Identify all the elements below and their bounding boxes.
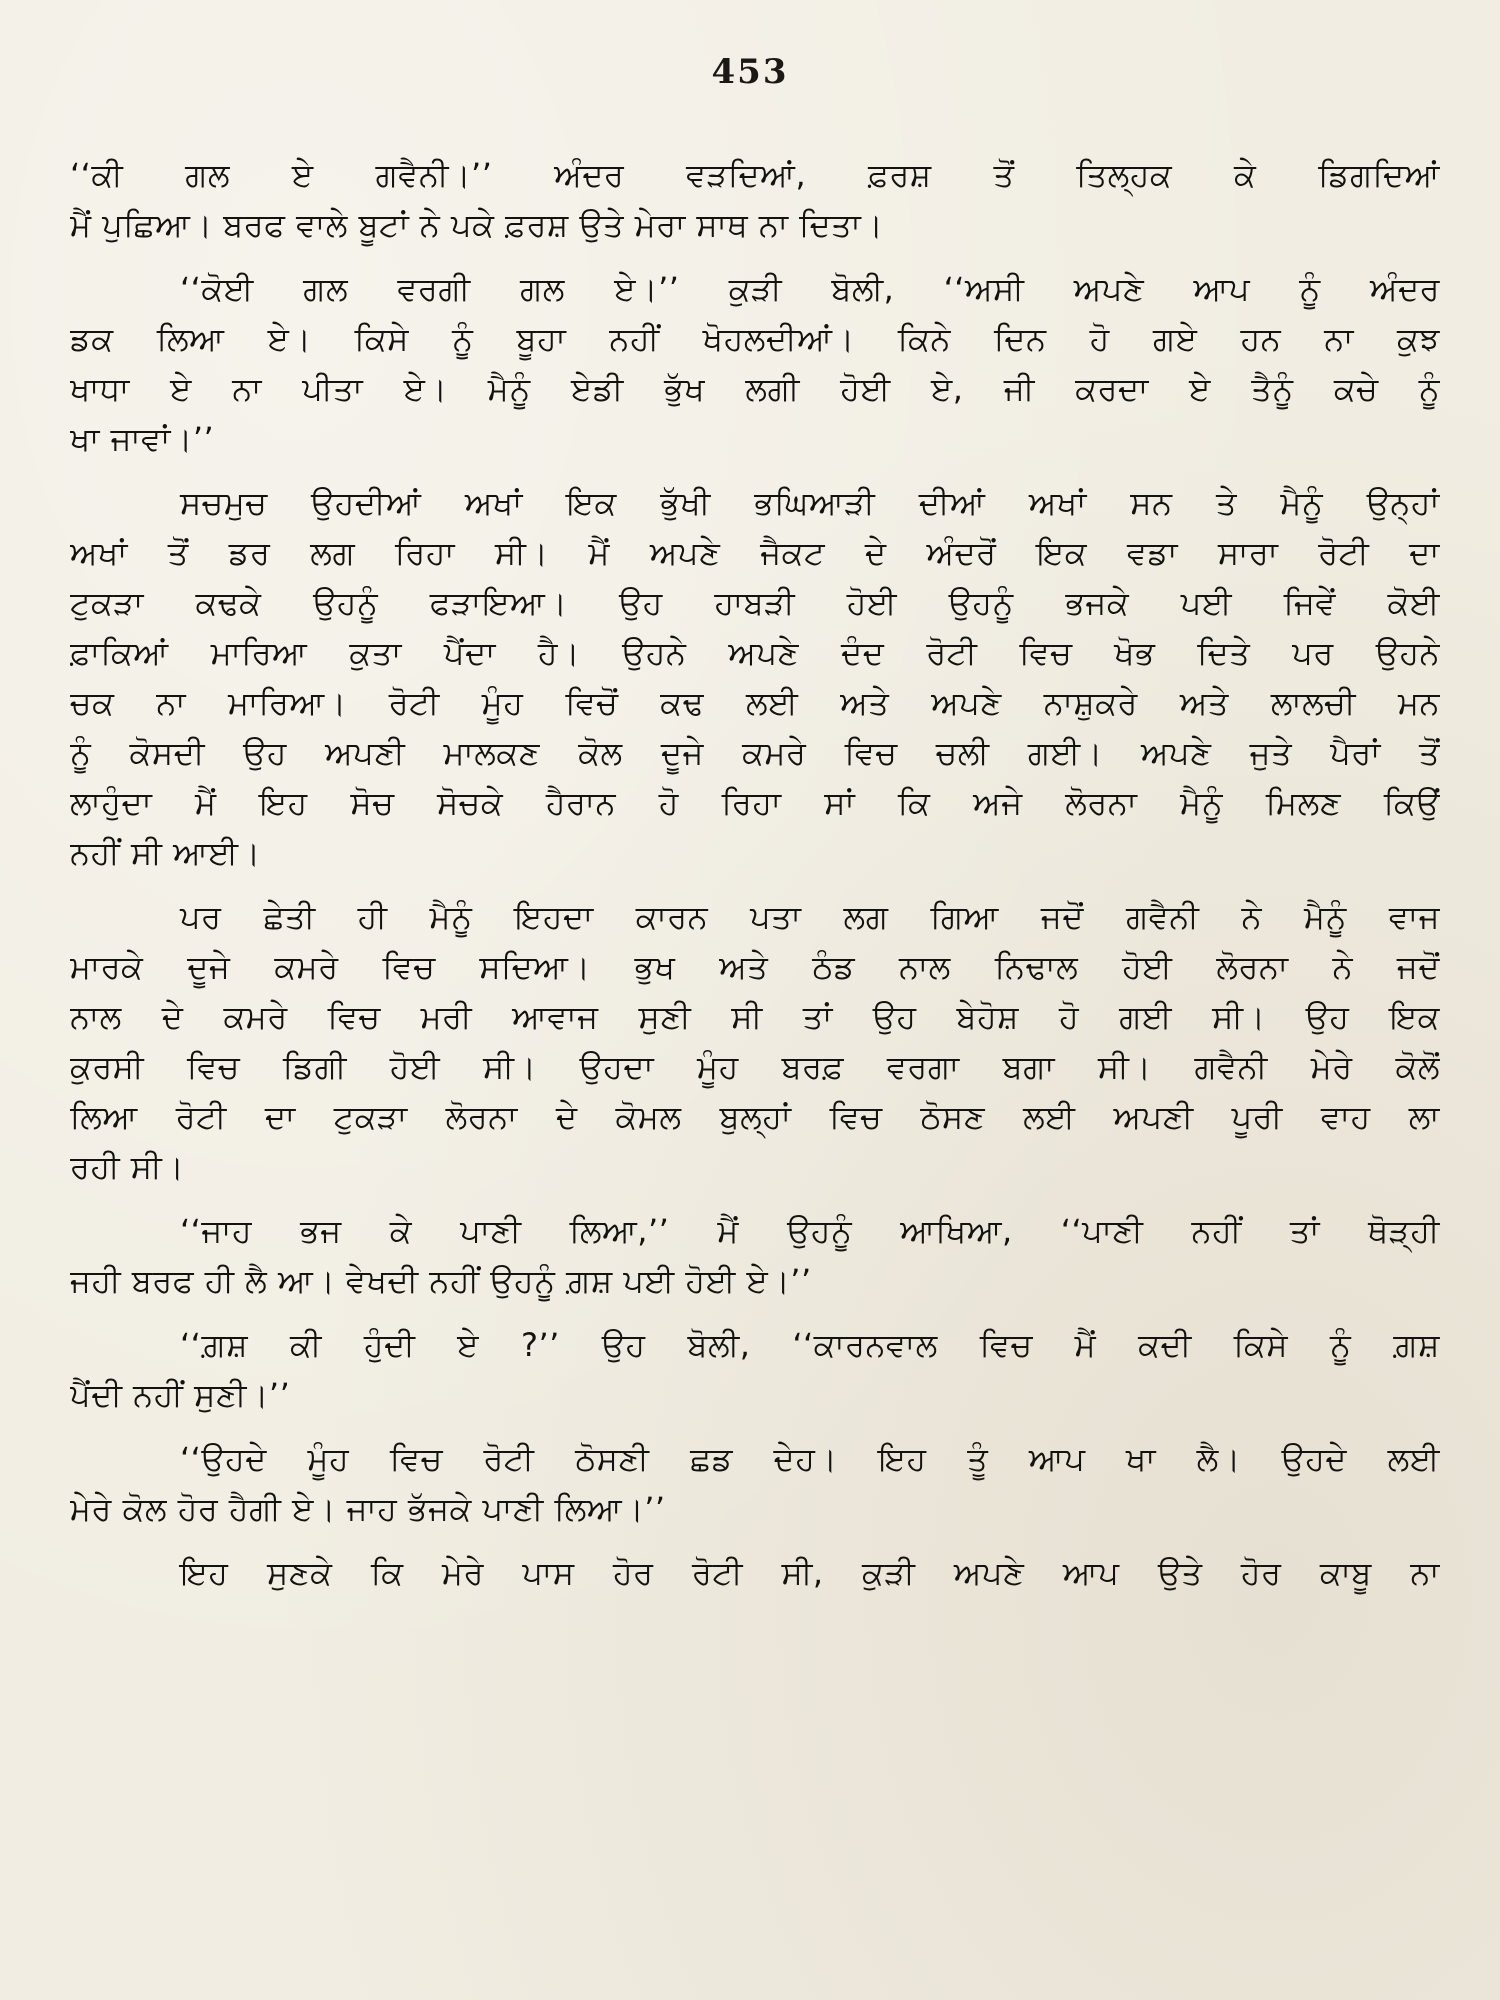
text-body xyxy=(70,150,1440,1612)
text-line: ਖਾ ਜਾਵਾਂ।’’ xyxy=(70,420,215,458)
text-line: ਰਹੀ ਸੀ। xyxy=(70,1148,185,1186)
text-line: ਲਾਹੁੰਦਾ ਮੈਂ ਇਹ ਸੋਚ ਸੋਚਕੇ ਹੈਰਾਨ ਹੋ ਰਿਹਾ ਸਾਂ ਕਿ ਅਜੇ ਲੋਰਨਾ ਮੈਨੂੰ ਮਿਲਣ ਕਿਉਂ xyxy=(70,784,1440,822)
paragraph xyxy=(70,478,1440,878)
text-line: ਨੂੰ ਕੋਸਦੀ ਉਹ ਅਪਣੀ ਮਾਲਕਣ ਕੋਲ ਦੂਜੇ ਕਮਰੇ ਵਿਚ ਚਲੀ ਗਈ। ਅਪਣੇ ਜੁਤੇ ਪੈਰਾਂ ਤੋਂ xyxy=(70,734,1440,772)
paragraph xyxy=(70,1206,1440,1306)
text-line: ਅਖਾਂ ਤੋਂ ਡਰ ਲਗ ਰਿਹਾ ਸੀ। ਮੈਂ ਅਪਣੇ ਜੈਕਟ ਦੇ ਅੰਦਰੋਂ ਇਕ ਵਡਾ ਸਾਰਾ ਰੋਟੀ ਦਾ xyxy=(70,534,1440,572)
text-line: ਟੁਕੜਾ ਕਢਕੇ ਉਹਨੂੰ ਫੜਾਇਆ। ਉਹ ਹਾਬੜੀ ਹੋਈ ਉਹਨੂੰ ਭਜਕੇ ਪਈ ਜਿਵੇਂ ਕੋਈ xyxy=(70,584,1440,622)
text-line: ਮੇਰੇ ਕੋਲ ਹੋਰ ਹੈਗੀ ਏ। ਜਾਹ ਭੱਜਕੇ ਪਾਣੀ ਲਿਆ।’’ xyxy=(70,1490,666,1528)
text-line: ਸਚਮੁਚ ਉਹਦੀਆਂ ਅਖਾਂ ਇਕ ਭੁੱਖੀ ਭਘਿਆੜੀ ਦੀਆਂ ਅਖਾਂ ਸਨ ਤੇ ਮੈਨੂੰ ਉਨ੍ਹਾਂ xyxy=(180,484,1440,522)
paragraph xyxy=(70,150,1440,250)
paragraph xyxy=(70,892,1440,1192)
page-number: 453 xyxy=(711,52,789,92)
text-line: ਜਹੀ ਬਰਫ ਹੀ ਲੈ ਆ। ਵੇਖਦੀ ਨਹੀਂ ਉਹਨੂੰ ਗ਼ਸ਼ ਪਈ ਹੋਈ ਏ।’’ xyxy=(70,1262,812,1300)
text-line: ਚਕ ਨਾ ਮਾਰਿਆ। ਰੋਟੀ ਮੂੰਹ ਵਿਚੋਂ ਕਢ ਲਈ ਅਤੇ ਅਪਣੇ ਨਾਸ਼ੁਕਰੇ ਅਤੇ ਲਾਲਚੀ ਮਨ xyxy=(70,684,1440,722)
text-line: ਮੈਂ ਪੁਛਿਆ। ਬਰਫ ਵਾਲੇ ਬੂਟਾਂ ਨੇ ਪਕੇ ਫ਼ਰਸ਼ ਉਤੇ ਮੇਰਾ ਸਾਥ ਨਾ ਦਿਤਾ। xyxy=(70,206,884,244)
text-line: ਮਾਰਕੇ ਦੂਜੇ ਕਮਰੇ ਵਿਚ ਸਦਿਆ। ਭੁਖ ਅਤੇ ਠੰਡ ਨਾਲ ਨਿਢਾਲ ਹੋਈ ਲੋਰਨਾ ਨੇ ਜਦੋਂ xyxy=(70,948,1440,986)
text-line: ਡਕ ਲਿਆ ਏ। ਕਿਸੇ ਨੂੰ ਬੂਹਾ ਨਹੀਂ ਖੋਹਲਦੀਆਂ। ਕਿਨੇ ਦਿਨ ਹੋ ਗਏ ਹਨ ਨਾ ਕੁਝ xyxy=(70,320,1440,358)
text-line: ‘‘ਜਾਹ ਭਜ ਕੇ ਪਾਣੀ ਲਿਆ,’’ ਮੈਂ ਉਹਨੂੰ ਆਖਿਆ, ‘‘ਪਾਣੀ ਨਹੀਂ ਤਾਂ ਥੋੜ੍ਹੀ xyxy=(180,1212,1440,1250)
text-line: ‘‘ਗ਼ਸ਼ ਕੀ ਹੁੰਦੀ ਏ ?’’ ਉਹ ਬੋਲੀ, ‘‘ਕਾਰਨਵਾਲ ਵਿਚ ਮੈਂ ਕਦੀ ਕਿਸੇ ਨੂੰ ਗ਼ਸ਼ xyxy=(180,1326,1440,1364)
text-line: ਪੈਂਦੀ ਨਹੀਂ ਸੁਣੀ।’’ xyxy=(70,1376,291,1414)
text-line: ਲਿਆ ਰੋਟੀ ਦਾ ਟੁਕੜਾ ਲੋਰਨਾ ਦੇ ਕੋਮਲ ਬੁਲ੍ਹਾਂ ਵਿਚ ਠੋਸਣ ਲਈ ਅਪਣੀ ਪੂਰੀ ਵਾਹ ਲਾ xyxy=(70,1098,1440,1136)
paragraph xyxy=(70,1320,1440,1420)
text-line: ਇਹ ਸੁਣਕੇ ਕਿ ਮੇਰੇ ਪਾਸ ਹੋਰ ਰੋਟੀ ਸੀ, ਕੁੜੀ ਅਪਣੇ ਆਪ ਉਤੇ ਹੋਰ ਕਾਬੂ ਨਾ xyxy=(180,1554,1440,1592)
text-line: ਨਹੀਂ ਸੀ ਆਈ। xyxy=(70,834,261,872)
text-line: ਕੁਰਸੀ ਵਿਚ ਡਿਗੀ ਹੋਈ ਸੀ। ਉਹਦਾ ਮੂੰਹ ਬਰਫ਼ ਵਰਗਾ ਬਗਾ ਸੀ। ਗਵੈਨੀ ਮੇਰੇ ਕੋਲੋਂ xyxy=(70,1048,1440,1086)
text-line: ਨਾਲ ਦੇ ਕਮਰੇ ਵਿਚ ਮਰੀ ਆਵਾਜ ਸੁਣੀ ਸੀ ਤਾਂ ਉਹ ਬੇਹੋਸ਼ ਹੋ ਗਈ ਸੀ। ਉਹ ਇਕ xyxy=(70,998,1440,1036)
paragraph xyxy=(70,264,1440,464)
text-line: ‘‘ਕੋਈ ਗਲ ਵਰਗੀ ਗਲ ਏ।’’ ਕੁੜੀ ਬੋਲੀ, ‘‘ਅਸੀ ਅਪਣੇ ਆਪ ਨੂੰ ਅੰਦਰ xyxy=(180,270,1440,308)
paragraph xyxy=(70,1434,1440,1534)
text-line: ‘‘ਕੀ ਗਲ ਏ ਗਵੈਨੀ।’’ ਅੰਦਰ ਵੜਦਿਆਂ, ਫ਼ਰਸ਼ ਤੋਂ ਤਿਲ੍ਹਕ ਕੇ ਡਿਗਦਿਆਂ xyxy=(70,156,1440,194)
text-line: ਫ਼ਾਕਿਆਂ ਮਾਰਿਆ ਕੁਤਾ ਪੈਂਦਾ ਹੈ। ਉਹਨੇ ਅਪਣੇ ਦੰਦ ਰੋਟੀ ਵਿਚ ਖੋਭ ਦਿਤੇ ਪਰ ਉਹਨੇ xyxy=(70,634,1440,672)
text-line: ‘‘ਉਹਦੇ ਮੂੰਹ ਵਿਚ ਰੋਟੀ ਠੋਸਣੀ ਛਡ ਦੇਹ। ਇਹ ਤੂੰ ਆਪ ਖਾ ਲੈ। ਉਹਦੇ ਲਈ xyxy=(180,1440,1440,1478)
text-line: ਖਾਧਾ ਏ ਨਾ ਪੀਤਾ ਏ। ਮੈਨੂੰ ਏਡੀ ਭੁੱਖ ਲਗੀ ਹੋਈ ਏ, ਜੀ ਕਰਦਾ ਏ ਤੈਨੂੰ ਕਚੇ ਨੂੰ xyxy=(70,370,1440,408)
paragraph xyxy=(70,1548,1440,1598)
text-line: ਪਰ ਛੇਤੀ ਹੀ ਮੈਨੂੰ ਇਹਦਾ ਕਾਰਨ ਪਤਾ ਲਗ ਗਿਆ ਜਦੋਂ ਗਵੈਨੀ ਨੇ ਮੈਨੂੰ ਵਾਜ xyxy=(180,898,1440,936)
